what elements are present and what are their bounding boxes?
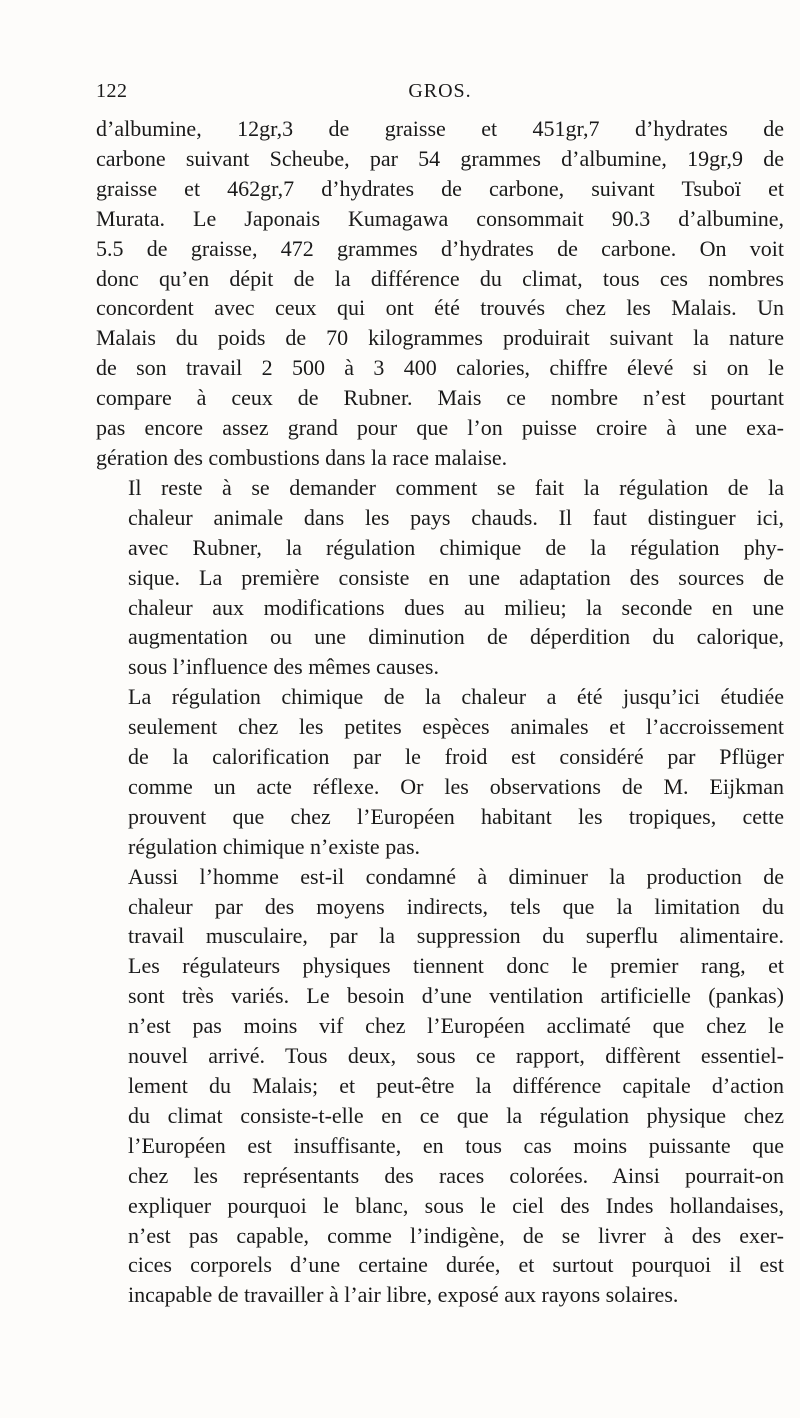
text-line: avec Rubner, la régulation chimique de la régulation phy- [128,534,784,560]
text-line: sous l’influence des mêmes causes. [128,654,439,680]
text-line: concordent avec ceux qui ont été trouvés chez les Malais. Un [96,295,784,321]
page-number: 122 [96,80,128,102]
text-line: nouvel arrivé. Tous deux, sous ce rapport, diffèrent essentiel- [128,1043,784,1069]
text-line: de la calorification par le froid est considéré par Pflüger [128,744,784,770]
text-line: prouvent que chez l’Européen habitant les tropiques, cette [128,803,784,829]
text-line: n’est pas moins vif chez l’Européen acclimaté que chez le [128,1013,784,1039]
body-text [96,114,784,1310]
text-line: chaleur animale dans les pays chauds. Il faut distinguer ici, [128,504,784,530]
text-line: augmentation ou une diminution de déperdition du calorique, [128,624,784,650]
text-line: Les régulateurs physiques tiennent donc le premier rang, et [128,953,784,979]
text-line: lement du Malais; et peut-être la différence capitale d’action [128,1073,784,1098]
paragraph [96,114,784,473]
text-line: sont très variés. Le besoin d’une ventilation artificielle (pankas) [128,983,784,1009]
text-line: régulation chimique n’existe pas. [128,833,421,859]
text-line: gération des combustions dans la race malaise. [96,444,508,470]
text-line: 5.5 de graisse, 472 grammes d’hydrates de carbone. On voit [96,235,784,261]
text-line: n’est pas capable, comme l’indigène, de se livrer à des exer- [128,1222,784,1248]
text-line: La régulation chimique de la chaleur a été jusqu’ici étudiée [128,684,784,710]
paragraph [96,473,784,682]
text-line: incapable de travailler à l’air libre, exposé aux rayons solaires. [128,1282,679,1308]
paragraph [96,682,784,861]
text-line: Murata. Le Japonais Kumagawa consommait 90.3 d’albumine, [96,205,784,231]
paragraph [96,862,784,1311]
text-line: expliquer pourquoi le blanc, sous le ciel des Indes hollandaises, [128,1192,784,1218]
text-line: graisse et 462gr,7 d’hydrates de carbone, suivant Tsuboï et [96,175,784,201]
text-line: d’albumine, 12gr,3 de graisse et 451gr,7 d’hydrates de [96,116,784,141]
text-line: cices corporels d’une certaine durée, et surtout pourquoi il est [128,1252,784,1278]
text-line: de son travail 2 500 à 3 400 calories, chiffre élevé si on le [96,355,784,381]
text-line: chaleur par des moyens indirects, tels que la limitation du [128,893,784,919]
text-line: donc qu’en dépit de la différence du climat, tous ces nombres [96,265,784,291]
text-line: compare à ceux de Rubner. Mais ce nombre n’est pourtant [96,385,784,411]
text-line: chaleur aux modifications dues au milieu; la seconde en une [128,594,784,620]
page-header [96,80,784,108]
text-line: Malais du poids de 70 kilogrammes produirait suivant la nature [96,325,784,351]
text-line: comme un acte réflexe. Or les observations de M. Eijkman [128,773,784,799]
text-line: carbone suivant Scheube, par 54 grammes d’albumine, 19gr,9 de [96,145,784,171]
text-line: sique. La première consiste en une adaptation des sources de [128,564,784,590]
text-line: Aussi l’homme est-il condamné à diminuer la production de [128,863,784,889]
running-head: GROS. [408,80,472,102]
text-line: l’Européen est insuffisante, en tous cas moins puissante que [128,1132,784,1158]
text-line: seulement chez les petites espèces animales et l’accroissement [128,714,784,740]
text-line: du climat consiste-t-elle en ce que la régulation physique chez [128,1102,784,1128]
text-line: chez les représentants des races colorées. Ainsi pourrait-on [128,1162,784,1188]
text-line: pas encore assez grand pour que l’on puisse croire à une exa- [96,415,784,441]
text-line: travail musculaire, par la suppression du superflu alimentaire. [128,923,784,949]
text-line: Il reste à se demander comment se fait la régulation de la [128,474,784,500]
